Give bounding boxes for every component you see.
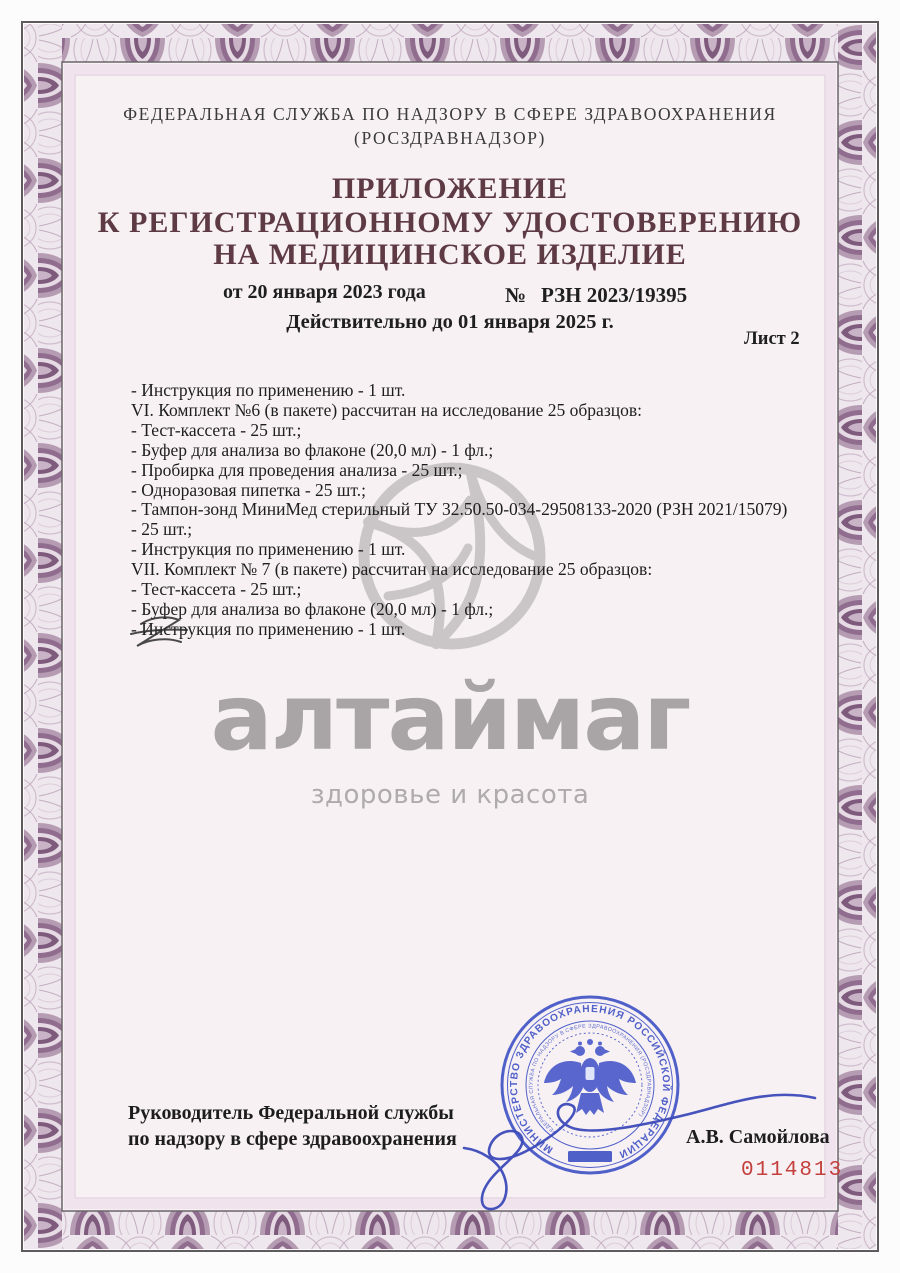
body-line: - Буфер для анализа во флаконе (20,0 мл) - 1 фл.;	[131, 439, 494, 460]
brand-watermark-tagline: здоровье и красота	[310, 780, 590, 810]
body-line: - Буфер для анализа во флаконе (20,0 мл) - 1 фл.;	[131, 598, 494, 619]
stamp-outer-ring-text: МИНИСТЕРСТВО ЗДРАВООХРАНЕНИЯ РОССИЙСКОЙ ФЕДЕРАЦИИ	[508, 1003, 672, 1160]
doc-title-line-2: К РЕГИСТРАЦИОННОМУ УДОСТОВЕРЕНИЮ	[97, 206, 803, 239]
body-line: - Тампон-зонд МиниМед стерильный ТУ 32.50.50-034-29508133-2020 (РЗН 2021/15079)	[131, 499, 788, 520]
body-line: - Тест-кассета - 25 шт.;	[131, 419, 302, 440]
body-text	[131, 381, 836, 640]
org-short-name: (РОСЗДРАВНАДЗОР)	[354, 128, 546, 148]
sheet-number: Лист 2	[744, 329, 800, 349]
org-name: ФЕДЕРАЛЬНАЯ СЛУЖБА ПО НАДЗОРУ В СФЕРЕ ЗДРАВООХРАНЕНИЯ	[123, 104, 777, 124]
signer-name: А.В. Самойлова	[686, 1126, 830, 1148]
valid-until: Действительно до 01 января 2025 г.	[286, 311, 614, 333]
signer-position	[128, 1100, 457, 1152]
signer-position-line-2: по надзору в сфере здравоохранения	[128, 1128, 457, 1150]
doc-number: РЗН 2023/19395	[541, 283, 688, 307]
doc-number-label: №	[505, 283, 527, 307]
signer-position-line-1: Руководитель Федеральной службы	[128, 1102, 454, 1124]
body-line: - Одноразовая пипетка - 25 шт.;	[131, 479, 366, 500]
doc-title-line-1: ПРИЛОЖЕНИЕ	[331, 172, 569, 205]
body-line: VI. Комплект №6 (в пакете) рассчитан на исследование 25 образцов:	[131, 399, 642, 420]
body-line: - Инструкция по применению - 1 шт.	[131, 380, 406, 400]
doc-title-line-3: НА МЕДИЦИНСКОЕ ИЗДЕЛИЕ	[213, 238, 687, 271]
handwritten-z-mark-icon	[125, 608, 195, 658]
body-line: VII. Комплект № 7 (в пакете) рассчитан на исследование 25 образцов:	[131, 559, 653, 580]
body-line: - Тест-кассета - 25 шт.;	[131, 579, 302, 600]
issue-date: от 20 января 2023 года	[223, 281, 426, 303]
body-line: - 25 шт.;	[131, 519, 193, 540]
body-line: - Пробирка для проведения анализа - 25 шт.;	[131, 459, 463, 480]
body-line: - Инструкция по применению - 1 шт.	[131, 539, 406, 560]
brand-watermark: алтаймаг	[210, 664, 690, 771]
stamp-inner-ring-text: ФЕДЕРАЛЬНАЯ СЛУЖБА ПО НАДЗОРУ В СФЕРЕ ЗДРАВООХРАНЕНИЯ (РОСЗДРАВНАДЗОР)	[528, 1023, 652, 1136]
body-line: - Инструкция по применению - 1 шт.	[131, 618, 406, 639]
serial-number: 0114813	[741, 1159, 844, 1182]
